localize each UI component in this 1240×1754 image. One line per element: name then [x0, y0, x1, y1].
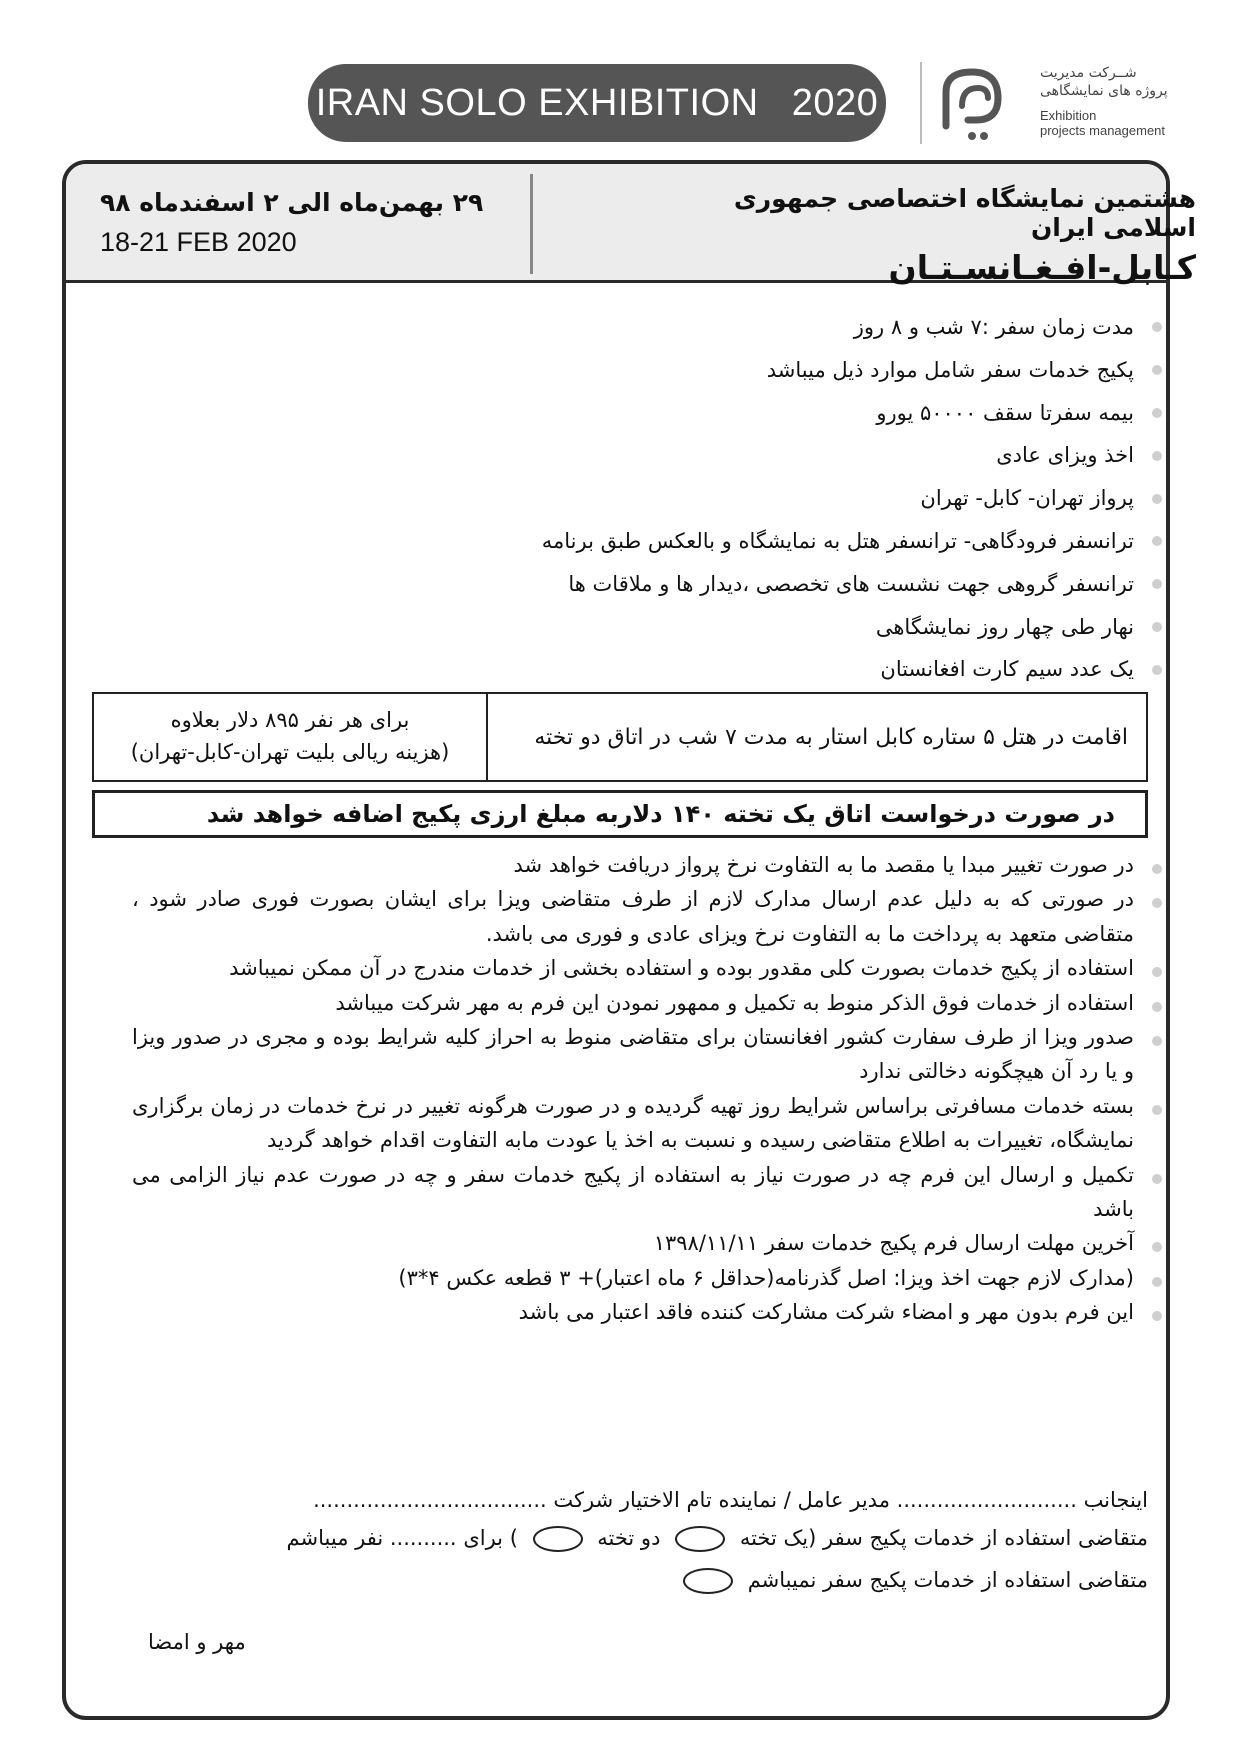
request-label: متقاضی استفاده از خدمات پکیج سفر (یک تخته	[739, 1526, 1148, 1550]
applicant-name-field[interactable]: ...........................	[896, 1488, 1077, 1512]
company-name-fa-1: شــرکت مدیریت	[1040, 65, 1137, 81]
exhibition-title: هشتمین نمایشگاه اختصاصی جمهوری اسلامی ایران	[733, 184, 1196, 242]
list-item: پکیج خدمات سفر شامل موارد ذیل میباشد	[132, 349, 1162, 392]
single-room-notice: در صورت درخواست اتاق یک تخته ۱۴۰ دلاربه مبلغ ارزی پکیج اضافه خواهد شد	[92, 790, 1148, 838]
exhibition-location: کـابل-افـغـانسـتـان	[888, 248, 1196, 287]
list-item: ترانسفر گروهی جهت نشست های تخصصی ،دیدار ها و ملاقات ها	[132, 563, 1162, 606]
list-item: بیمه سفرتا سقف ۵۰۰۰۰ یورو	[132, 392, 1162, 435]
accommodation-box	[92, 692, 1148, 782]
list-item: صدور ویزا از طرف سفارت کشور افغانستان برای متقاضی منوط به احراز کلیه شرایط بوده و مجری در صدور ویزا و یا رد آن هیچگونه دخالتی ندارد	[132, 1020, 1162, 1089]
list-item: در صورتی که به دلیل عدم ارسال مدارک لازم از طرف متقاضی ویزا برای ایشان بصورت فوری صادر شود ، متقاضی متعهد به پرداخت ما به التفاوت نرخ ویزای عادی و فوری می باشد.	[132, 882, 1162, 951]
double-room-checkbox[interactable]	[533, 1526, 583, 1552]
list-item: تکمیل و ارسال این فرم چه در صورت نیاز به استفاده از پکیج خدمات سفر و چه در صورت عدم نیاز الزامی می باشد	[132, 1158, 1162, 1227]
persons-label: نفر میباشم	[286, 1526, 384, 1550]
decline-checkbox[interactable]	[683, 1568, 733, 1594]
for-label: ) برای	[463, 1526, 518, 1550]
list-item: این فرم بدون مهر و امضاء شرکت مشارکت کننده فاقد اعتبار می باشد	[132, 1295, 1162, 1329]
applicant-label: اینجانب	[1083, 1488, 1148, 1512]
role-label: مدیر عامل / نماینده تام الاختیار شرکت	[553, 1488, 890, 1512]
logo-divider	[920, 62, 922, 144]
list-item: ترانسفر فرودگاهی- ترانسفر هتل به نمایشگاه و بالعکس طبق برنامه	[132, 520, 1162, 563]
header-divider	[530, 174, 533, 274]
company-name-en-2: projects management	[1040, 123, 1166, 138]
package-request-line	[118, 1526, 1148, 1552]
terms-list	[132, 848, 1162, 1330]
list-item: یک عدد سیم کارت افغانستان	[132, 648, 1162, 691]
list-item: در صورت تغییر مبدا یا مقصد ما به التفاوت نرخ پرواز دریافت خواهد شد	[132, 848, 1162, 882]
list-item: پرواز تهران- کابل- تهران	[132, 477, 1162, 520]
double-room-label: دو تخته	[597, 1526, 661, 1550]
person-count-field[interactable]: ..........	[389, 1526, 457, 1550]
list-item: استفاده از خدمات فوق الذکر منوط به تکمیل و ممهور نمودن این فرم به مهر شرکت میباشد	[132, 986, 1162, 1020]
list-item: نهار طی چهار روز نمایشگاهی	[132, 606, 1162, 649]
list-item: (مدارک لازم جهت اخذ ویزا: اصل گذرنامه(حداقل ۶ ماه اعتبار)+ ۳ قطعه عکس ۴*۳)	[132, 1261, 1162, 1295]
header-title-block	[636, 184, 1196, 287]
exhibition-date-fa: ۲۹ بهمن‌ماه الی ۲ اسفندماه ۹۸	[100, 188, 484, 217]
price-line-1: برای هر نفر ۸۹۵ دلار بعلاوه	[170, 708, 410, 732]
list-item: استفاده از پکیج خدمات بصورت کلی مقدور بوده و استفاده بخشی از خدمات مندرج در آن ممکن نمیباشد	[132, 951, 1162, 985]
company-name-fa-2: پروژه های نمایشگاهی	[1040, 83, 1168, 99]
decline-label: متقاضی استفاده از خدمات پکیج سفر نمیباشم	[747, 1568, 1148, 1592]
company-name	[1040, 64, 1236, 138]
accommodation-description: اقامت در هتل ۵ ستاره کابل استار به مدت ۷ شب در اتاق دو تخته	[486, 694, 1146, 780]
package-items-list	[132, 306, 1162, 691]
applicant-line	[118, 1488, 1148, 1512]
package-decline-line	[118, 1568, 1148, 1594]
exhibition-date-en: 18-21 FEB 2020	[100, 227, 297, 257]
company-name-field[interactable]: ...................................	[313, 1488, 547, 1512]
list-item: مدت زمان سفر :۷ شب و ۸ روز	[132, 306, 1162, 349]
header-date-block	[100, 188, 510, 258]
signature-label: مهر و امضا	[148, 1630, 246, 1654]
accommodation-price	[94, 694, 486, 780]
list-item: اخذ ویزای عادی	[132, 434, 1162, 477]
company-name-en-1: Exhibition	[1040, 108, 1097, 123]
price-line-2: (هزینه ریالی بلیت تهران-کابل-تهران)	[130, 740, 450, 764]
company-logo-icon	[932, 62, 1024, 146]
list-item: آخرین مهلت ارسال فرم پکیج خدمات سفر ۱۳۹۸/۱۱/۱۱	[132, 1226, 1162, 1260]
single-room-checkbox[interactable]	[675, 1526, 725, 1552]
exhibition-banner: IRAN SOLO EXHIBITION 2020	[308, 64, 886, 142]
list-item: بسته خدمات مسافرتی براساس شرایط روز تهیه گردیده و در صورت هرگونه تغییر در نرخ خدمات در زمان برگزاری نمایشگاه، تغییرات به اطلاع متقاضی رسیده و نسبت به اخذ یا عودت مابه التفاوت اقدام خواهد گردید	[132, 1089, 1162, 1158]
